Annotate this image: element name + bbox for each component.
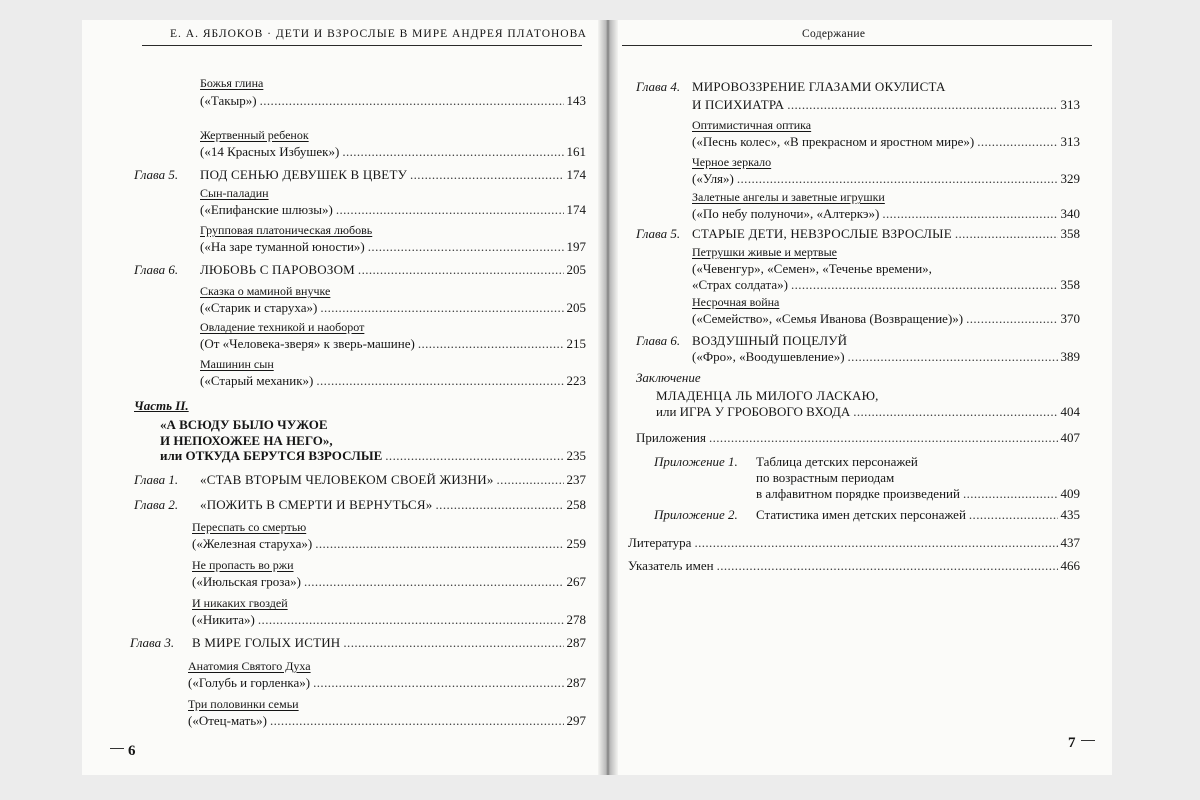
toc-appendix: Приложение 1. Таблица детских персонажей bbox=[654, 454, 918, 469]
toc-section-title: Сказка о маминой внучке bbox=[200, 284, 331, 298]
right-page-number: 7 bbox=[1068, 735, 1076, 751]
toc-section-title: И никаких гвоздей bbox=[192, 596, 288, 610]
toc-section-title: Несрочная война bbox=[692, 295, 780, 309]
toc-chapter-cont: И ПСИХИАТРА ..... 313 bbox=[692, 97, 1080, 112]
toc-bibliography: Литература ..... 437 bbox=[628, 535, 1080, 550]
toc-conclusion-entry: или ИГРА У ГРОБОВОГО ВХОДА ..... 404 bbox=[656, 404, 1080, 419]
toc-part-title: И НЕПОХОЖЕЕ НА НЕГО», bbox=[160, 433, 333, 448]
toc-entry: («Уля») ..... 329 bbox=[692, 171, 1080, 186]
toc-entry: («14 Красных Избушек») ..... 161 bbox=[200, 144, 586, 159]
toc-section-title: Групповая платоническая любовь bbox=[200, 223, 373, 237]
toc-section-title: Переспать со смертью bbox=[192, 520, 307, 534]
toc-part-entry: или ОТКУДА БЕРУТСЯ ВЗРОСЛЫЕ ..... 235 bbox=[160, 448, 586, 463]
toc-section-title: Божья глина bbox=[200, 76, 264, 90]
right-page bbox=[614, 20, 1112, 775]
toc-section-title: Оптимистичная оптика bbox=[692, 118, 812, 132]
toc-entry: («Отец-мать») ..... 297 bbox=[188, 713, 586, 728]
toc-conclusion-label: Заключение bbox=[636, 370, 701, 385]
toc-entry: («Никита») ..... 278 bbox=[192, 612, 586, 627]
toc-section-title: Не пропасть во ржи bbox=[192, 558, 294, 572]
toc-appendix-cont: в алфавитном порядке произведений ..... 409 bbox=[756, 486, 1080, 501]
toc-section-title: Машинин сын bbox=[200, 357, 274, 371]
toc-chapter: Глава 6. ЛЮБОВЬ С ПАРОВОЗОМ ..... 205 bbox=[134, 262, 586, 277]
right-running-head: Содержание bbox=[802, 28, 866, 40]
left-page bbox=[82, 20, 602, 775]
toc-entry: («Июльская гроза») ..... 267 bbox=[192, 574, 586, 589]
toc-part-title: «А ВСЮДУ БЫЛО ЧУЖОЕ bbox=[160, 417, 328, 432]
toc-chapter: Глава 3. В МИРЕ ГОЛЫХ ИСТИН ..... 287 bbox=[130, 635, 586, 650]
left-header-rule bbox=[142, 45, 582, 46]
toc-appendix-cont: по возрастным периодам bbox=[756, 470, 895, 485]
toc-appendix: Приложение 2. Статистика имен детских персонажей ..... 435 bbox=[654, 507, 1080, 522]
toc-section-title: Залетные ангелы и заветные игрушки bbox=[692, 190, 885, 204]
left-folio-mark bbox=[110, 748, 124, 749]
toc-chapter: Глава 4. МИРОВОЗЗРЕНИЕ ГЛАЗАМИ ОКУЛИСТА bbox=[636, 79, 946, 94]
toc-chapter: Глава 6. ВОЗДУШНЫЙ ПОЦЕЛУЙ bbox=[636, 333, 848, 348]
right-header-rule bbox=[622, 45, 1092, 46]
toc-entry: («Голубь и горленка») ..... 287 bbox=[188, 675, 586, 690]
toc-entry: («Епифанские шлюзы») ..... 174 bbox=[200, 202, 586, 217]
toc-section-title: Петрушки живые и мертвые bbox=[692, 245, 837, 259]
toc-section-title: Черное зеркало bbox=[692, 155, 772, 169]
toc-entry: («Семейство», «Семья Иванова (Возвращение)») ..... 370 bbox=[692, 311, 1080, 326]
toc-entry: («Старый механик») ..... 223 bbox=[200, 373, 586, 388]
left-page-number: 6 bbox=[128, 743, 136, 759]
toc-name-index: Указатель имен ..... 466 bbox=[628, 558, 1080, 573]
toc-entry: («Чевенгур», «Семен», «Теченье времени», bbox=[692, 261, 932, 276]
toc-conclusion-title: МЛАДЕНЦА ЛЬ МИЛОГО ЛАСКАЮ, bbox=[656, 388, 879, 403]
right-folio-mark bbox=[1081, 740, 1095, 741]
left-running-head: Е. А. ЯБЛОКОВ · ДЕТИ И ВЗРОСЛЫЕ В МИРЕ АНДРЕЯ ПЛАТОНОВА bbox=[170, 28, 587, 40]
toc-part-label: Часть II. bbox=[134, 398, 189, 413]
toc-entry: («Песнь колес», «В прекрасном и яростном мире») ..... 313 bbox=[692, 134, 1080, 149]
toc-entry: («Такыр») ..... 143 bbox=[200, 93, 586, 108]
toc-section-title: Овладение техникой и наоборот bbox=[200, 320, 365, 334]
toc-entry: («На заре туманной юности») ..... 197 bbox=[200, 239, 586, 254]
toc-appendices: Приложения ..... 407 bbox=[636, 430, 1080, 445]
toc-chapter: Глава 5. СТАРЫЕ ДЕТИ, НЕВЗРОСЛЫЕ ВЗРОСЛЫЕ ..... 358 bbox=[636, 226, 1080, 241]
toc-entry: («Железная старуха») ..... 259 bbox=[192, 536, 586, 551]
toc-chapter: Глава 1. «СТАВ ВТОРЫМ ЧЕЛОВЕКОМ СВОЕЙ ЖИЗНИ» ..... 237 bbox=[134, 472, 586, 487]
toc-section-title: Три половинки семьи bbox=[188, 697, 299, 711]
toc-section-title: Анатомия Святого Духа bbox=[188, 659, 311, 673]
toc-entry: («Фро», «Воодушевление») ..... 389 bbox=[692, 349, 1080, 364]
book-spread bbox=[82, 20, 1112, 775]
toc-entry: («По небу полуночи», «Алтеркэ») ..... 340 bbox=[692, 206, 1080, 221]
toc-entry: «Страх солдата») ..... 358 bbox=[692, 277, 1080, 292]
toc-chapter: Глава 2. «ПОЖИТЬ В СМЕРТИ И ВЕРНУТЬСЯ» ..... 258 bbox=[134, 497, 586, 512]
toc-entry: (От «Человека-зверя» к зверь-машине) ..... 215 bbox=[200, 336, 586, 351]
toc-chapter: Глава 5. ПОД СЕНЬЮ ДЕВУШЕК В ЦВЕТУ ..... 174 bbox=[134, 167, 586, 182]
toc-entry: («Старик и старуха») ..... 205 bbox=[200, 300, 586, 315]
toc-section-title: Жертвенный ребенок bbox=[200, 128, 309, 142]
toc-section-title: Сын-паладин bbox=[200, 186, 269, 200]
